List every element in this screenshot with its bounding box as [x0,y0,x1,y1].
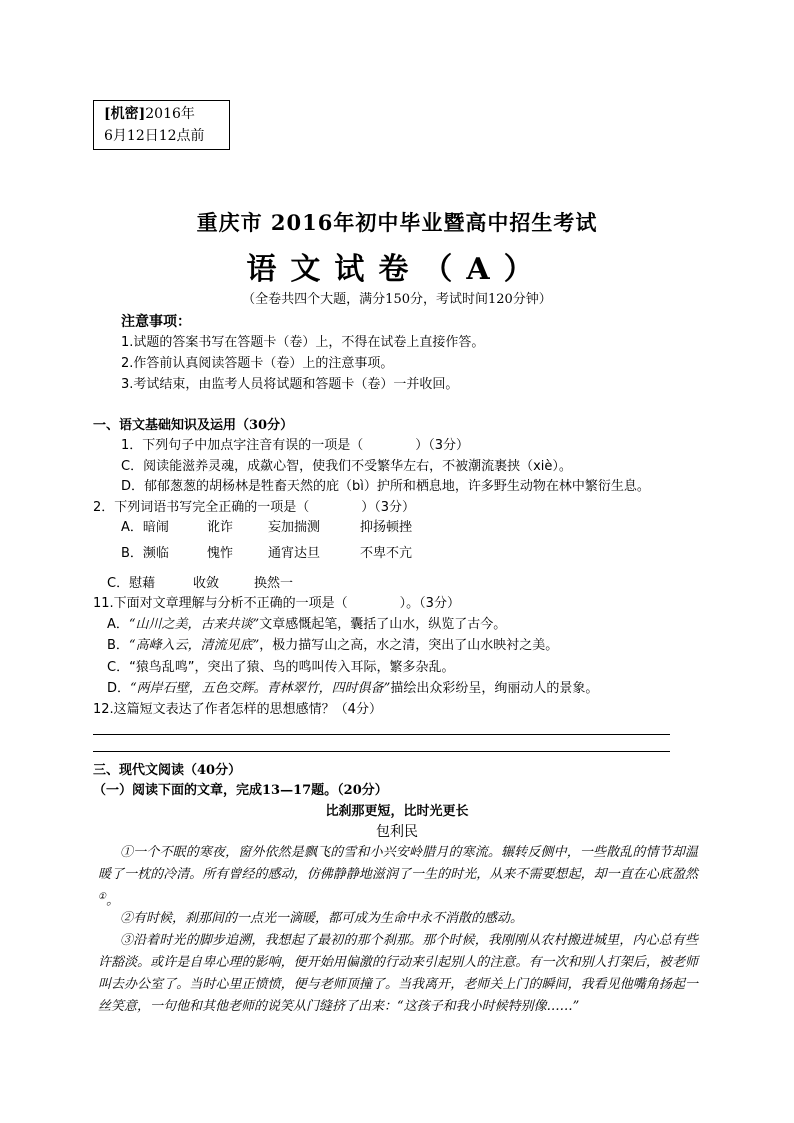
confidential-deadline: 6月12日12点前 [104,128,205,144]
note-item: 2.作答前认真阅读答题卡（卷）上的注意事项。 [121,356,394,371]
option-word: 妄加揣测 [268,520,321,535]
question-11-option-c: C．“猿鸟乱鸣”，突出了猿、鸟的鸣叫传入耳际，繁多杂乱。 [107,660,455,675]
question-11: 11.下面对文章理解与分析不正确的一项是（ ）。（3分） [93,596,460,611]
note-item: 3.考试结束，由监考人员将试题和答题卡（卷）一并收回。 [121,377,459,392]
section1-heading: 一、语文基础知识及运用（30分） [93,418,294,433]
footnote-mark: ① [98,892,107,902]
confidential-year: 2016年 [145,106,195,122]
question-1-option-c: C．阅读能滋养灵魂，成歘心智，使我们不受繁华左右，不被潮流裹挟（xiè）。 [121,459,572,474]
exam-title: 重庆市 2016年初中毕业暨高中招生考试 [196,210,598,235]
question-2-option-c [107,572,294,591]
question-1-option-d: D．郁郁葱葱的胡杨林是牲畜天然的庇（bì）护所和栖息地，许多野生动物在林中繁衍生息。 [121,479,650,494]
notes-heading: 注意事项： [121,314,191,330]
option-word: B．濒临 [121,546,169,561]
option-word: 讹诈 [207,520,234,535]
option-word: 抑扬顿挫 [360,520,413,535]
option-word: 愧怍 [207,546,234,561]
article-author: 包利民 [376,824,418,840]
section3-subheading: （一）阅读下面的文章，完成13—17题。（20分） [93,783,388,798]
question-11-option-b: B．“高峰入云，清流见底”，极力描写山之高，水之清，突出了山水映衬之美。 [107,638,559,653]
option-word: 不卑不亢 [360,546,413,561]
option-word: 换然一 [254,576,294,591]
confidential-box [93,100,230,150]
option-word: 通宵达旦 [268,546,321,561]
option-word: 收敛 [193,576,220,591]
question-2-option-a [121,516,413,535]
paper-title: 语文试卷（A） [246,252,548,287]
article-paragraph-3: ③沿着时光的脚步追溯，我想起了最初的那个刹那。那个时候，我刚刚从农村搬进城里，内心总有些许豁淡。或许是自卑心理的影响，便开始用偏激的行动来引起别人的注意。有一次和别人打架后，被老师叫去办公室了。当时心里正愤愤，便与老师顶撞了。当我离开，老师关上门的瞬间，我看见他嘴角扬起一丝笑意，一句他和其他老师的说笑从门缝挤了出来：“这孩子和我小时候特别像……” [98,933,698,1014]
confidential-tag: [机密] [104,106,146,122]
question-2-option-b [121,542,413,561]
question-11-option-d: D．“两岸石壁，五色交辉。青林翠竹，四时俱备”描绘出众彩纷呈，绚丽动人的景象。 [107,681,599,696]
option-word: C．慰藉 [107,576,156,591]
answer-line [93,734,670,735]
article-paragraph-2: ②有时候，刹那间的一点光一滴暖，都可成为生命中永不消散的感动。 [120,911,524,926]
paper-subtitle: （全卷共四个大题，满分150分，考试时间120分钟） [242,292,552,307]
question-1: 1．下列句子中加点字注音有误的一项是（ ）（3分） [121,438,470,453]
article-paragraph-1: ①一个不眠的寒夜，窗外依然是飘飞的雪和小兴安岭腊月的寒流。辗转反侧中，一些散乱的情节却温暖了一枕的冷清。所有曾经的感动，仿佛静静地滋润了一生的时光，从来不需要想起，却一直在心底盈然①。 [98,845,698,909]
section3-heading: 三、现代文阅读（40分） [93,763,242,778]
answer-line [93,751,670,752]
note-item: 1.试题的答案书写在答题卡（卷）上，不得在试卷上直接作答。 [121,335,485,350]
question-11-option-a: A．“山川之美，古来共谈”文章感慨起笔，囊括了山水，纵览了古今。 [107,617,507,632]
article-title: 比刹那更短，比时光更长 [325,804,469,819]
question-12: 12.这篇短文表达了作者怎样的思想感情？（4分） [93,702,382,717]
option-word: A．暗闹 [121,520,169,535]
question-2: 2．下列词语书写完全正确的一项是（ ）（3分） [93,500,416,515]
